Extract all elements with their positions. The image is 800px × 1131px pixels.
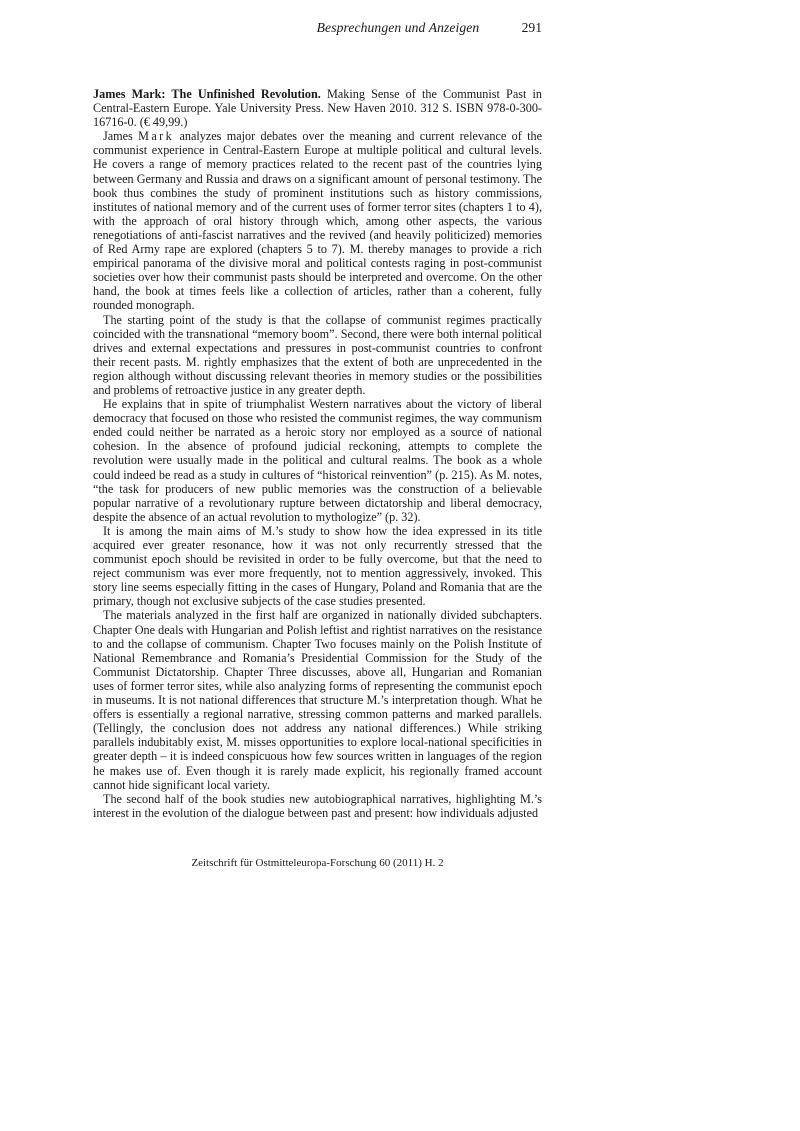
citation-author-title: James Mark: The Unfinished Revolution. [93, 87, 321, 101]
book-citation [93, 87, 542, 129]
citation-details: Making Sense of the Communist Past in Central-Eastern Europe. Yale University Press. New Haven 2010. 312 S. ISBN 978-0-300-16716-0. (€ 49,99.) [93, 87, 542, 130]
running-title: Besprechungen und Anzeigen [316, 20, 480, 35]
paragraph-3: He explains that in spite of triumphalist Western narratives about the victory of liberal democracy that focused on those who resisted the communist regimes, the way communism ended could neither be narrated as a heroic story nor employed as a source of national cohesion. In the absence of profound judicial reckoning, attempts to complete the revolution were usually made in the political and cultural realms. The book as a whole could indeed be read as a study in cultures of “historical reinvention” (p. 215). As M. notes, “the task for producers of new public memories was the construction of a believable popular narrative of a revolutionary rupture between dictatorship and liberal democracy, despite the absence of an actual revolution to mythologize” (p. 32). [93, 397, 542, 524]
paragraph-6: The second half of the book studies new autobiographical narratives, highlighting M.’s interest in the evolution of the dialogue between past and present: how individuals adjusted [93, 791, 542, 820]
paragraph-1-lead: James [103, 129, 139, 144]
page-number: 291 [521, 20, 542, 35]
paragraph-1 [93, 129, 542, 312]
review-body [93, 87, 542, 820]
paragraph-1-text: analyzes major debates over the meaning and current relevance of the communist experience in Central-Eastern Europe at multiple political and cultural levels. He covers a range of memory practices related to the recent past of the countries lying between Germany and Russia and draws on a significant amount of personal testimony. The book thus combines the study of prominent institutions such as history commissions, institutes of national memory and of the current uses of former terror sites (chapters 1 to 4), with the approach of oral history through which, among other aspects, the various renegotiations of anti-fascist narratives and the revived (and heavily politicized) memories of Red Army rape are explored (chapters 5 to 7). M. thereby manages to provide a rich empirical panorama of the divisive moral and political contests raging in post-communist societies over how their communist pasts should be interpreted and overcome. On the other hand, the book at times feels like a collection of articles, rather than a coherent, fully rounded monograph. [93, 129, 542, 313]
paragraph-5: The materials analyzed in the first half are organized in nationally divided subchapters. Chapter One deals with Hungarian and Polish leftist and rightist narratives on the resistance to and the collapse of communism. Chapter Two focuses mainly on the Polish Institute of National Remembrance and Romania’s Presidential Commission for the Study of the Communist Dictatorship. Chapter Three discusses, above all, Hungarian and Romanian uses of former terror sites, while also analyzing forms of representing the communist epoch in museums. It is not national differences that structure M.’s interpretation though. What he offers is essentially a regional narrative, stressing common patterns and marked parallels. (Tellingly, the conclusion does not address any national differences.) While striking parallels indubitably exist, M. misses opportunities to explore local-national specificities in greater depth – it is indeed conspicuous how few sources written in languages of the region he makes use of. Even though it is rarely made explicit, his regionally framed account cannot hide significant local variety. [93, 608, 542, 792]
author-name-spaced: Mark [138, 129, 175, 144]
paragraph-2: The starting point of the study is that the collapse of communist regimes practically coincided with the transnational “memory boom”. Second, there were both internal political drives and external expectations and pressures in post-communist countries to confront their recent pasts. M. rightly emphasizes that the extent of both are unprecedented in the region although without discussing relevant theories in memory studies or the possibilities and problems of retroactive justice in any greater depth. [93, 312, 542, 397]
journal-footer: Zeitschrift für Ostmitteleuropa-Forschung 60 (2011) H. 2 [191, 857, 444, 869]
paragraph-4: It is among the main aims of M.’s study to show how the idea expressed in its title acquired ever greater resonance, how it was not only recurrently stressed that the communist epoch should be revisited in order to be fully overcome, but that the need to reject communism was ever more frequently, not to mention aggressively, invoked. This story line seems especially fitting in the cases of Hungary, Poland and Romania that are the primary, though not exclusive subjects of the case studies presented. [93, 523, 542, 609]
